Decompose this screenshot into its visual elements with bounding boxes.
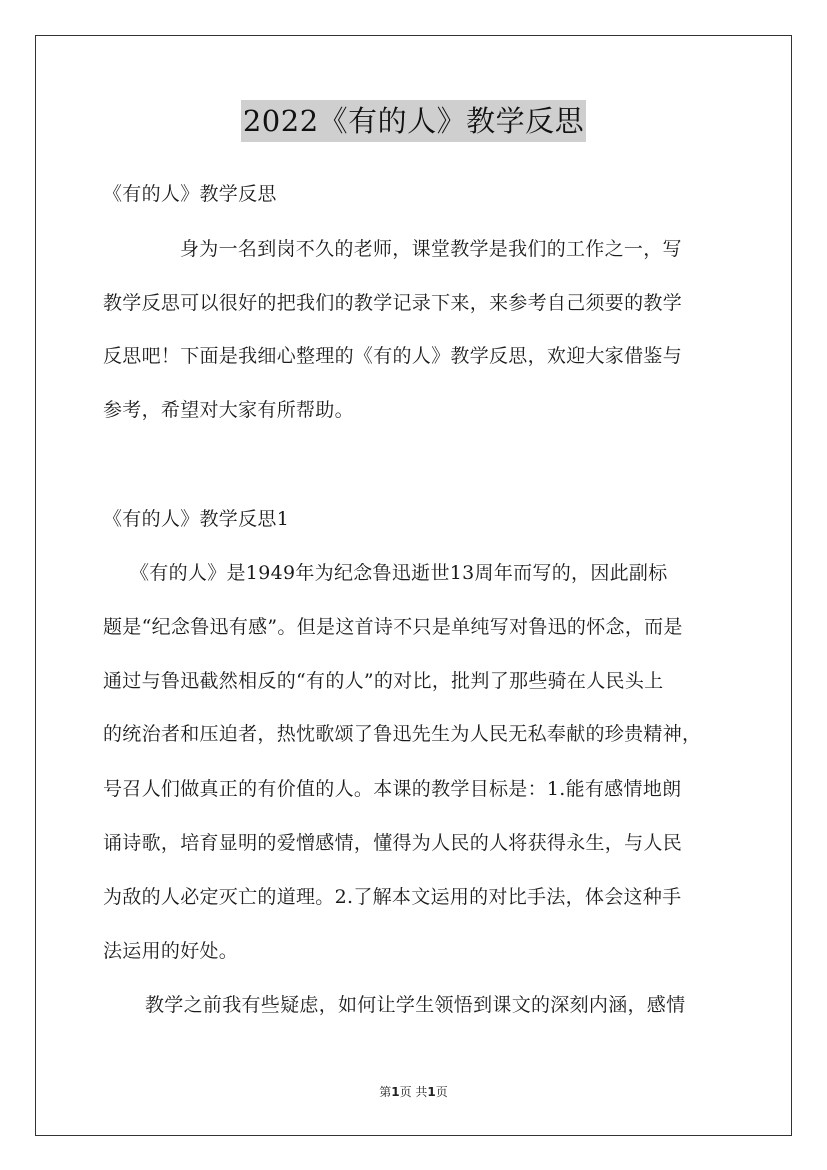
intro-line: 反思吧！下面是我细心整理的《有的人》教学反思，欢迎大家借鉴与 — [103, 345, 683, 367]
subtitle: 《有的人》教学反思 — [103, 183, 277, 205]
paragraph-line: 诵诗歌，培育显明的爱憎感情，懂得为人民的人将获得永生，与人民 — [103, 832, 683, 854]
intro-line: 教学反思可以很好的把我们的教学记录下来，来参考自己须要的教学 — [103, 292, 683, 314]
footer-total-pages: 1 — [427, 1085, 436, 1099]
paragraph-line: 《有的人》是1949年为纪念鲁迅逝世13周年而写的，因此副标 — [130, 562, 668, 584]
paragraph-line: 教学之前我有些疑虑，如何让学生领悟到课文的深刻内涵，感情 — [145, 994, 686, 1016]
footer-mid: 页 共 — [399, 1085, 428, 1099]
paragraph-line: 为敌的人必定灭亡的道理。2.了解本文运用的对比手法，体会这种手 — [103, 886, 682, 908]
page-footer — [0, 1083, 827, 1100]
intro-line: 参考，希望对大家有所帮助。 — [103, 399, 354, 421]
paragraph-line: 通过与鲁迅截然相反的“有的人”的对比，批判了那些骑在人民头上 — [103, 670, 664, 692]
paragraph-line: 题是“纪念鲁迅有感”。但是这首诗不只是单纯写对鲁迅的怀念，而是 — [103, 616, 683, 638]
title-wrap — [0, 100, 827, 142]
paragraph-line: 的统治者和压迫者，热忱歌颂了鲁迅先生为人民无私奉献的珍贵精神， — [103, 723, 702, 745]
footer-page-number: 1 — [391, 1085, 400, 1099]
document-title: 2022《有的人》教学反思 — [241, 100, 586, 142]
section-heading: 《有的人》教学反思1 — [103, 508, 290, 530]
paragraph-line: 号召人们做真正的有价值的人。本课的教学目标是：1.能有感情地朗 — [103, 778, 682, 800]
footer-prefix: 第 — [379, 1085, 392, 1099]
paragraph-line: 法运用的好处。 — [103, 940, 239, 962]
intro-line: 身为一名到岗不久的老师，课堂教学是我们的工作之一，写 — [180, 238, 682, 260]
footer-suffix: 页 — [435, 1085, 448, 1099]
